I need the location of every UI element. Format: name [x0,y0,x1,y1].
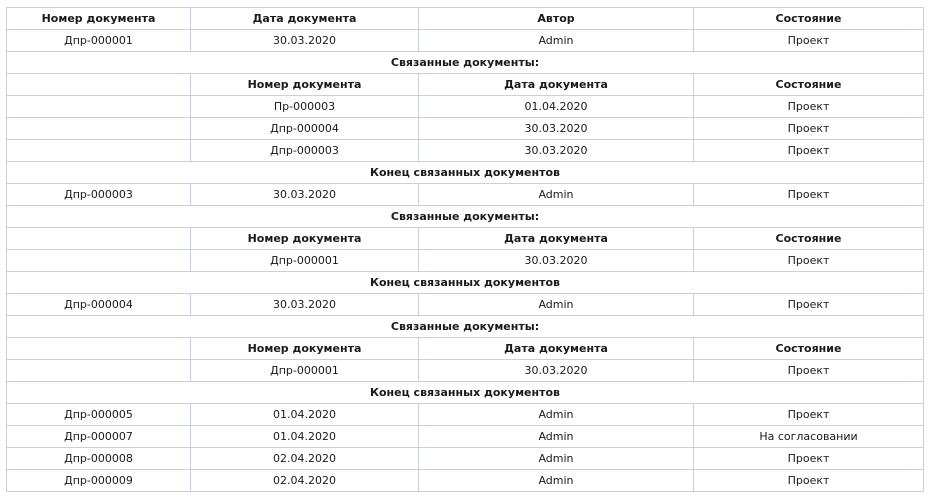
doc-author: Admin [419,184,694,206]
related-section-title [7,52,924,74]
related-header-state: Состояние [694,338,924,360]
doc-author: Admin [419,426,694,448]
related-end: Конец связанных документов [7,162,924,184]
related-header-row [7,338,924,360]
doc-date: 30.03.2020 [191,30,419,52]
doc-state: Проект [694,404,924,426]
doc-number: Дпр-000003 [7,184,191,206]
related-header-state: Состояние [694,228,924,250]
related-indent-cell [7,360,191,382]
doc-number: Дпр-000004 [7,294,191,316]
related-state: Проект [694,140,924,162]
related-title: Связанные документы: [7,206,924,228]
related-section-end [7,272,924,294]
table-row [7,470,924,492]
doc-author: Admin [419,404,694,426]
related-indent-cell [7,118,191,140]
related-number: Дпр-000004 [191,118,419,140]
doc-author: Admin [419,470,694,492]
related-title: Связанные документы: [7,316,924,338]
doc-number: Дпр-000007 [7,426,191,448]
doc-date: 02.04.2020 [191,448,419,470]
related-date: 30.03.2020 [419,118,694,140]
doc-date: 01.04.2020 [191,404,419,426]
related-row [7,118,924,140]
table-row [7,30,924,52]
related-date: 30.03.2020 [419,360,694,382]
doc-state: Проект [694,184,924,206]
doc-date: 01.04.2020 [191,426,419,448]
related-header-row [7,74,924,96]
related-section-title [7,316,924,338]
doc-number: Дпр-000009 [7,470,191,492]
doc-state: На согласовании [694,426,924,448]
related-section-end [7,162,924,184]
doc-date: 02.04.2020 [191,470,419,492]
related-header-state: Состояние [694,74,924,96]
related-date: 30.03.2020 [419,140,694,162]
header-date: Дата документа [191,8,419,30]
related-section-title [7,206,924,228]
header-number: Номер документа [7,8,191,30]
table-row [7,404,924,426]
related-state: Проект [694,96,924,118]
doc-number: Дпр-000001 [7,30,191,52]
related-date: 30.03.2020 [419,250,694,272]
related-indent-cell [7,140,191,162]
related-header-row [7,228,924,250]
related-indent-cell [7,96,191,118]
related-row [7,250,924,272]
doc-state: Проект [694,470,924,492]
doc-date: 30.03.2020 [191,294,419,316]
related-header-date: Дата документа [419,338,694,360]
table-row [7,426,924,448]
related-indent-cell [7,250,191,272]
doc-number: Дпр-000008 [7,448,191,470]
doc-state: Проект [694,448,924,470]
related-number: Дпр-000003 [191,140,419,162]
doc-number: Дпр-000005 [7,404,191,426]
related-number: Дпр-000001 [191,250,419,272]
related-number: Пр-000003 [191,96,419,118]
related-header-date: Дата документа [419,74,694,96]
related-end: Конец связанных документов [7,272,924,294]
related-date: 01.04.2020 [419,96,694,118]
related-row [7,360,924,382]
related-indent-cell [7,338,191,360]
table-row [7,184,924,206]
doc-state: Проект [694,30,924,52]
related-state: Проект [694,118,924,140]
doc-author: Admin [419,30,694,52]
doc-state: Проект [694,294,924,316]
table-header-row [7,8,924,30]
related-title: Связанные документы: [7,52,924,74]
related-end: Конец связанных документов [7,382,924,404]
table-row [7,294,924,316]
doc-author: Admin [419,448,694,470]
documents-table [6,7,924,492]
related-header-number: Номер документа [191,338,419,360]
related-header-date: Дата документа [419,228,694,250]
header-state: Состояние [694,8,924,30]
doc-date: 30.03.2020 [191,184,419,206]
related-number: Дпр-000001 [191,360,419,382]
related-row [7,140,924,162]
related-state: Проект [694,250,924,272]
related-row [7,96,924,118]
header-author: Автор [419,8,694,30]
related-header-number: Номер документа [191,228,419,250]
related-section-end [7,382,924,404]
related-indent-cell [7,74,191,96]
related-header-number: Номер документа [191,74,419,96]
related-state: Проект [694,360,924,382]
table-row [7,448,924,470]
related-indent-cell [7,228,191,250]
doc-author: Admin [419,294,694,316]
